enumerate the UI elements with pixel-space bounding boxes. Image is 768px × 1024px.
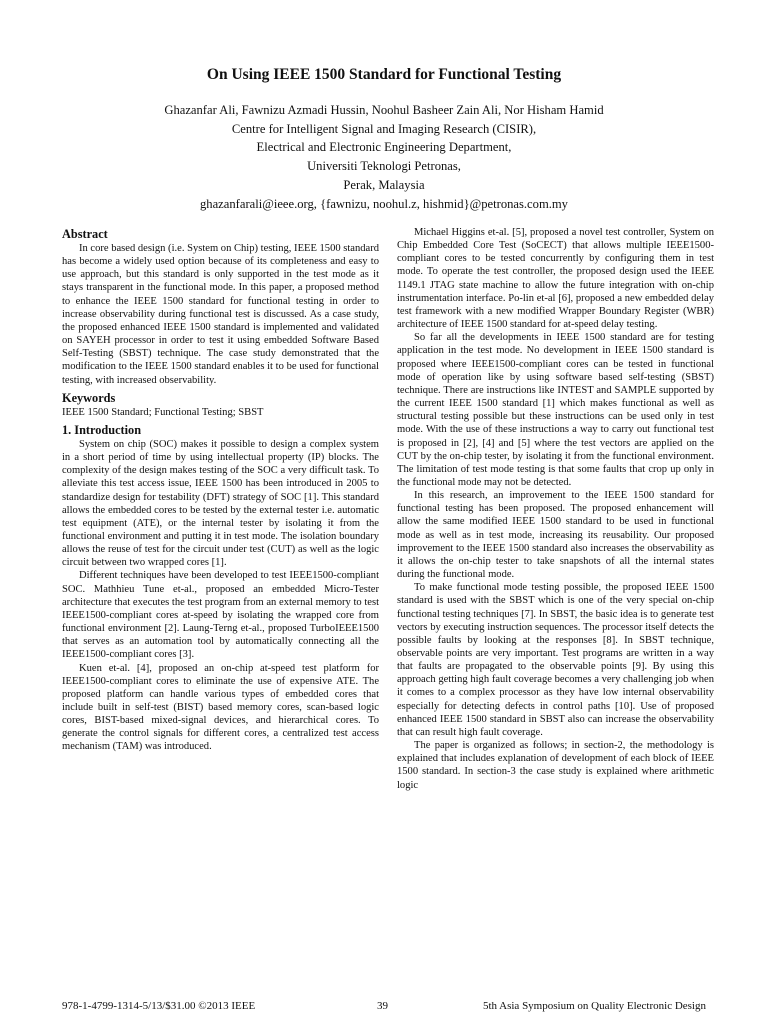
body-paragraph: So far all the developments in IEEE 1500 standard are for testing application in the test mode. No development in IEEE 1500 standard is proposed where IEEE1500-compliant cores can be tested in functional mode of operation like by using software based self-testing (SBST) technique. There are instructions like INTEST and SAMPLE supported by the current IEEE 1500 standard [1] which makes functional as well as structural testing possible but these instructions can be used only in test mode. With the use of these instructions a way to carry out functional test is proposed in [2], [4] and [5] where the test vectors are applied on the CUT by the on-chip tester, by isolating it from the functional environment. The limitation of test mode testing is that some faults that crop up only in the functional mode may not be detected. xyxy=(397,332,714,488)
author-emails: ghazanfarali@ieee.org, {fawnizu, noohul.z, hishmid}@petronas.com.my xyxy=(200,196,568,211)
author-names: Ghazanfar Ali, Fawnizu Azmadi Hussin, Noohul Basheer Zain Ali, Nor Hisham Hamid xyxy=(164,103,604,117)
affiliation-centre: Centre for Intelligent Signal and Imaging Research (CISIR), xyxy=(231,121,537,136)
body-paragraph: To make functional mode testing possible, the proposed IEEE 1500 standard is used with the SBST which is one of the very special on-chip functional testing techniques [7]. In SBST, the basic idea is to generate test vectors by executing instruction sequences. The processor itself detects the possible faults by looking at the responses [8]. In SBST technique, observable points are very important. Test programs are written in a way that faults are propagated to the observable points [9]. By using this approach getting high fault coverage becomes a very challenging job when it comes to a complex processor as they have low internal observability especially for detecting defects in control paths [10]. Use of proposed enhanced IEEE 1500 standard in SBST also can increase the observability that can result high fault coverage. xyxy=(397,582,714,738)
intro-paragraph: System on chip (SOC) makes it possible to design a complex system in a short period of time by using intellectual property (IP) blocks. The complexity of the design makes testing of the SOC a very difficult task. To alleviate this test access issue, IEEE 1500 has been introduced in 2005 to standardize design for testability (DFT) strategy of SOC [1]. This standard allows the embedded cores to be tested by the external tester i.e. automatic test equipment (ATE), or the internal tester by isolating it from the functional environment and putting it in test mode. The isolation boundary allows the reuse of test for the circuit under test (CUT) as well as the logic circuit between two wrapped cores [1]. xyxy=(62,438,379,569)
intro-paragraph: Kuen et-al. [4], proposed an on-chip at-speed test platform for IEEE1500-compliant cores to eliminate the use of expensive ATE. The proposed platform can handle various types of embedded cores that include built in self-test (BIST) based memory cores, scan-based logic cores, BIST-based mixed-signal devices, and hierarchical cores. To generate the control signals for different cores, a centralized test access mechanism (TAM) was introduced. xyxy=(62,662,379,753)
affiliation-location: Perak, Malaysia xyxy=(343,177,425,192)
introduction-heading: 1. Introduction xyxy=(62,422,142,437)
author-block xyxy=(0,101,768,213)
footer-conference: 5th Asia Symposium on Quality Electronic Design xyxy=(482,1000,706,1012)
keywords-text: IEEE 1500 Standard; Functional Testing; SBST xyxy=(62,406,264,418)
intro-paragraph: Different techniques have been developed to test IEEE1500-compliant SOC. Mathhieu Tune et-al., proposed an embedded Micro-Tester architecture that executes the test program from an external memory to test IEEE1500-compliant cores at-speed by isolating the wrapped core from functional environment [2]. Laung-Terng et-al., proposed TurboIEEE1500 that serves as an automation tool by automatically connecting all the IEEE1500-compliant cores [3]. xyxy=(62,570,379,661)
abstract-heading: Abstract xyxy=(62,227,108,241)
body-paragraph: The paper is organized as follows; in section-2, the methodology is explained that includes explanation of development of each block of IEEE 1500 standard. In section-3 the case study is explained where arithmetic logic xyxy=(397,740,714,791)
footer-copyright: 978-1-4799-1314-5/13/$31.00 ©2013 IEEE xyxy=(62,1000,256,1012)
keywords-heading: Keywords xyxy=(62,390,116,405)
paper-title: On Using IEEE 1500 Standard for Functional Testing xyxy=(206,66,562,83)
abstract-text: In core based design (i.e. System on Chip) testing, IEEE 1500 standard has become a widely used option because of its completeness and easy to use approach, but this standard is only supported in the test mode as it stays transparent in the functional mode. In this paper, a proposed method to enhance the IEEE 1500 standard for functional testing in order to increase observability during functional test is discussed. As a case study, the proposed enhanced IEEE 1500 standard is implemented and validated on SAYEH processor in order to test it using embedded Software Based Self-Testing (SBST) technique. The case study demonstrated that the modification to the IEEE 1500 standard enables it to be used for functional testing, with increased observability. xyxy=(62,243,379,386)
affiliation-university: Universiti Teknologi Petronas, xyxy=(307,159,461,174)
page-number: 39 xyxy=(377,1000,388,1012)
body-paragraph: Michael Higgins et-al. [5], proposed a novel test controller, System on Chip Embedded Core Test (SoCECT) that allows multiple IEEE1500-compliant cores to be tested concurrently by configuring them in test mode. To operate the test controller, the proposed design used the IEEE 1149.1 JTAG state machine to allow the future integration with on-chip instrumentation interface. Po-lin et-al [6], proposed a new embedded delay test framework with a new modified Wrapper Boundary Register (WBR) architecture of IEEE 1500 standard for at-speed delay testing. xyxy=(397,227,714,331)
affiliation-department: Electrical and Electronic Engineering Department, xyxy=(256,140,512,155)
body-paragraph: In this research, an improvement to the IEEE 1500 standard for functional testing has been proposed. The proposed enhancement will allow the same modified IEEE 1500 standard to be used in functional mode as well as in test mode, increasing its reusability. Our proposed improvement to the IEEE 1500 standard also increases the observability as it allows the on-chip tester to take snapshots of all the internal states during the functional mode. xyxy=(397,490,714,581)
right-column xyxy=(397,226,714,792)
left-column xyxy=(62,226,379,754)
